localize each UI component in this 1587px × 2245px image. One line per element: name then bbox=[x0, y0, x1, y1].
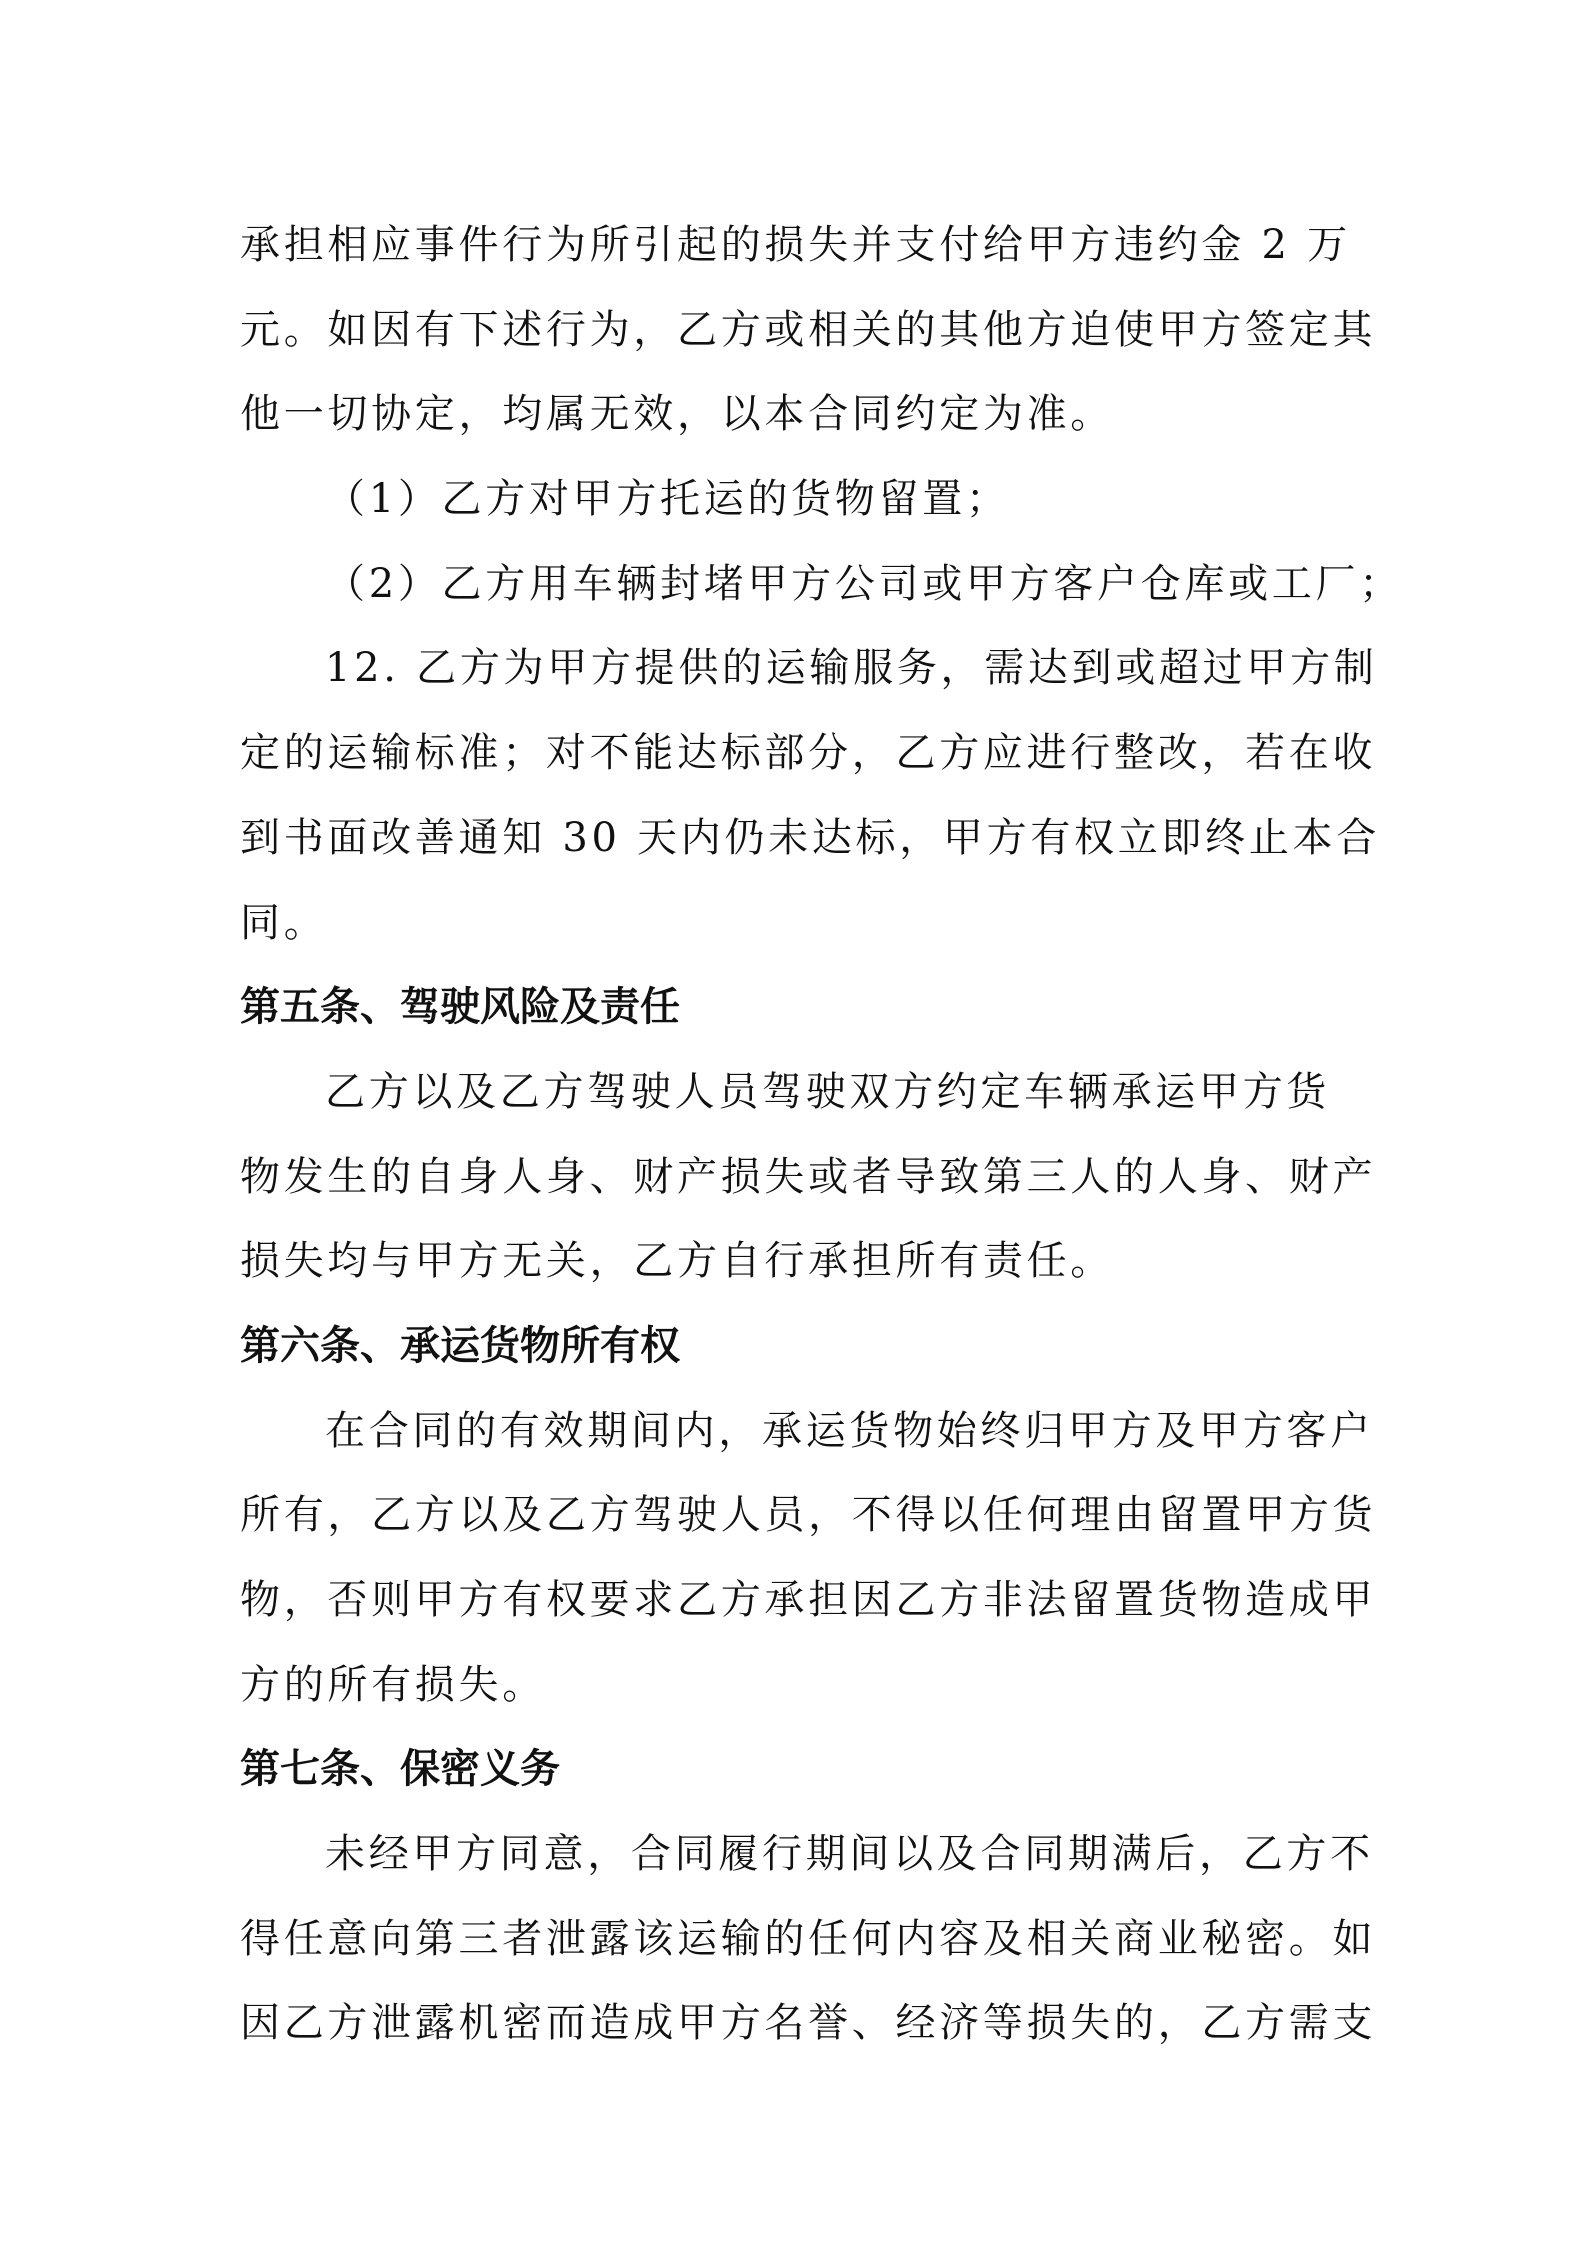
text-line: 所有，乙方以及乙方驾驶人员，不得以任何理由留置甲方货 bbox=[240, 1492, 1377, 1539]
text-line: 同。 bbox=[240, 899, 328, 946]
text-line: 物，否则甲方有权要求乙方承担因乙方非法留置货物造成甲 bbox=[240, 1577, 1377, 1623]
text-line: 他一切协定，均属无效，以本合同约定为准。 bbox=[240, 391, 1114, 438]
list-item: （2）乙方用车辆封堵甲方公司或甲方客户仓库或工厂； bbox=[325, 560, 1403, 607]
text-line: 损失均与甲方无关，乙方自行承担所有责任。 bbox=[240, 1238, 1114, 1285]
text-line: 到书面改善通知 30 天内仍未达标，甲方有权立即终止本合 bbox=[240, 814, 1380, 861]
paragraph-start: 在合同的有效期间内，承运货物始终归甲方及甲方客户 bbox=[325, 1407, 1374, 1454]
text-line: 定的运输标准；对不能达标部分，乙方应进行整改，若在收 bbox=[240, 730, 1377, 777]
text-line: 得任意向第三者泄露该运输的任何内容及相关商业秘密。如 bbox=[240, 1915, 1377, 1962]
text-line: 元。如因有下述行为，乙方或相关的其他方迫使甲方签定其 bbox=[240, 306, 1377, 353]
section-heading: 第六条、承运货物所有权 bbox=[240, 1322, 680, 1369]
section-heading: 第五条、驾驶风险及责任 bbox=[240, 984, 680, 1031]
section-heading: 第七条、保密义务 bbox=[240, 1746, 560, 1793]
paragraph-start: 未经甲方同意，合同履行期间以及合同期满后，乙方不 bbox=[325, 1831, 1374, 1878]
list-item: （1）乙方对甲方托运的货物留置； bbox=[325, 476, 1010, 523]
paragraph-start: 乙方以及乙方驾驶人员驾驶双方约定车辆承运甲方货 bbox=[325, 1068, 1331, 1115]
text-line: 方的所有损失。 bbox=[240, 1661, 546, 1708]
text-line: 因乙方泄露机密而造成甲方名誉、经济等损失的，乙方需支 bbox=[240, 2000, 1377, 2047]
document-page bbox=[240, 203, 1403, 2066]
text-line: 承担相应事件行为所引起的损失并支付给甲方违约金 2 万 bbox=[240, 222, 1351, 268]
text-line: 物发生的自身人身、财产损失或者导致第三人的人身、财产 bbox=[240, 1153, 1377, 1200]
clause-12-paragraph: 12. 乙方为甲方提供的运输服务，需达到或超过甲方制 bbox=[325, 645, 1378, 692]
